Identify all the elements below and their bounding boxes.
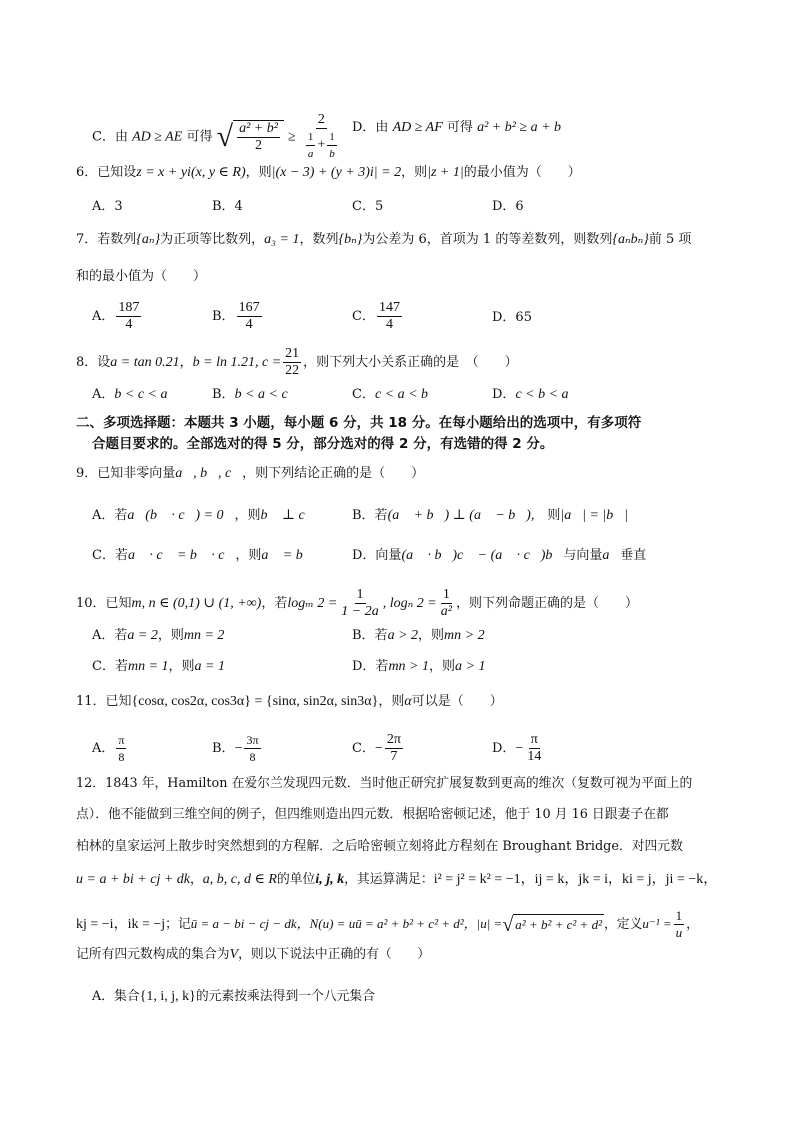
q5-option-c (92, 112, 343, 162)
q11-option-c (352, 732, 405, 765)
q11-a-den: 8 (118, 750, 125, 764)
q6-stem-b: ，则 (245, 165, 272, 180)
q5-d-math1: AD ≥ AF (392, 120, 443, 135)
q5-c-inner-b-num: 1 (327, 129, 337, 146)
q10-c-m1: mn = 1 (127, 659, 169, 674)
q12-a-b: 的元素按乘法得到一个八元集合 (195, 989, 376, 1004)
q5-option-d (352, 118, 561, 138)
q9-d-m2: a⃗ (602, 548, 621, 563)
q12-l5-den: u (675, 925, 683, 940)
q10-d-m2: a > 1 (455, 659, 486, 674)
q11-option-d (492, 732, 545, 765)
q8-stem (76, 346, 518, 379)
q7-c-den: 4 (385, 317, 393, 332)
q8-option-d (492, 385, 569, 405)
q12-l4-m3: i, j, k (315, 872, 345, 887)
q6-option-d: D．6 (492, 199, 524, 214)
q9-a-m1: a⃗(b⃗ · c⃗) = 0⃗ (127, 508, 235, 523)
q5-d-prefix: D．由 (352, 120, 389, 135)
q7-stem-m2: a₃ = 1 (264, 232, 300, 247)
q11-stem-c: 可以是（ ） (411, 694, 503, 709)
q8-b-label: B． (212, 387, 235, 402)
q11-d-label: D． (492, 741, 516, 756)
q8-a-math: b < c < a (114, 387, 168, 402)
q10-b-b: ，则 (418, 628, 445, 643)
q7-a-label: A． (92, 309, 115, 324)
q7-stem (76, 230, 691, 250)
q7-c-label: C． (352, 309, 375, 324)
q10-a-a: A．若 (92, 628, 128, 643)
q12-l6-a: 记所有四元数构成的集合为 (76, 947, 230, 962)
q11-option-b (212, 732, 263, 765)
q8-stem-m1: a = tan 0.21 (110, 355, 180, 370)
q12-l4-m4: i² = j² = k² = −1，ij = k，jk = i，ki = j，ji = −k， (433, 872, 718, 887)
q9-option-a (92, 506, 316, 526)
q9-stem-b: ，则下列结论正确的是（ ） (242, 466, 425, 481)
q7-stem-c: ，数列 (299, 232, 339, 247)
q5-c-frac-num: 2 (317, 112, 325, 127)
q12-line5 (76, 908, 699, 941)
q5-c-inner-a-num: 1 (306, 129, 316, 146)
q8-frac-den: 22 (285, 363, 300, 378)
q11-stem-a: 11．已知 (76, 694, 132, 709)
q12-a-m: {1, i, j, k} (139, 989, 196, 1004)
q10-d-m1: mn > 1 (388, 659, 429, 674)
q12-option-a (92, 987, 375, 1007)
q6-stem-m2: |(x − 3) + (y + 3)i| = 2 (271, 165, 402, 180)
q10-option-a (92, 626, 224, 646)
q7-stem-a: 7．若数列 (76, 232, 137, 247)
q9-a-b: ，则 (234, 508, 261, 523)
q8-stem-c: ，则下列大小关系正确的是 （ ） (303, 355, 518, 370)
q11-stem-m2: α (404, 694, 412, 709)
q10-a-m1: a = 2 (127, 628, 158, 643)
q9-d-a: D．向量 (352, 548, 402, 563)
q10-f1-num: 1 (356, 587, 364, 602)
q8-frac-num: 21 (285, 346, 300, 361)
q9-c-a: C．若 (92, 548, 128, 563)
q10-option-c (92, 657, 225, 677)
q11-option-a (92, 732, 128, 765)
q10-stem-m3: , logₙ 2 = (382, 596, 437, 611)
q7-option-c (352, 300, 404, 333)
q5-c-math1: AD ≥ AE (132, 129, 183, 145)
q7-b-label: B． (212, 309, 235, 324)
q7-option-a (92, 300, 143, 333)
q10-option-d (352, 657, 485, 677)
q9-a-a: A．若 (92, 508, 128, 523)
q12-l5-a: ；记 (165, 917, 191, 932)
q11-b-sign: − (234, 741, 243, 756)
q12-line4 (76, 870, 717, 890)
q11-c-num: 2π (386, 732, 401, 747)
q9-c-m1: a⃗ · c⃗ = b⃗ · c⃗ (127, 548, 236, 563)
q5-c-sqrt: √ $\frac{\text{a² + b²}}{2}$ (217, 120, 284, 154)
q6-option-b: B．4 (212, 199, 243, 214)
section2-heading-line1: 二、多项选择题：本题共 3 小题，每小题 6 分，共 18 分。在每小题给出的选项中，有多项符 (76, 415, 642, 431)
q12-l4-b: 的单位 (276, 872, 316, 887)
q7-stem-line2: 和的最小值为（ ） (76, 269, 207, 284)
q12-l5-m2: ū = a − bi − cj − dk，N(u) = uū = a² + b² + c² + d²， (190, 916, 477, 931)
q8-b-math: b < a < c (234, 387, 288, 402)
q11-a-label: A． (92, 741, 115, 756)
q9-b-a: B．若 (352, 508, 388, 523)
q5-d-text: 可得 (446, 120, 473, 135)
q11-b-num: 3π (246, 733, 259, 747)
q5-c-inner-a-den: a (307, 148, 314, 160)
q8-d-math: c < b < a (515, 387, 569, 402)
q9-b-b: 则 (534, 508, 561, 523)
q12-l5-b: ，定义 (603, 917, 643, 932)
q10-d-b: ，则 (429, 659, 456, 674)
q12-line2: 点）．他不能做到三维空间的例子，但四维则造出四元数．根据哈密顿记述，他于 10 月 16 日跟妻子在都 (76, 807, 669, 822)
q11-d-num: π (530, 732, 538, 747)
q7-b-num: 167 (238, 300, 260, 315)
q10-c-m2: a = 1 (194, 659, 225, 674)
q12-l5-m1: kj = −i，ik = −j (76, 917, 166, 932)
q5-c-rad-num: a² + b² (239, 121, 278, 136)
q8-stem-a: 8．设 (76, 355, 111, 370)
q8-d-label: D． (492, 387, 516, 402)
q12-l5-num: 1 (675, 908, 683, 923)
q7-stem-e: 前 5 项 (648, 232, 692, 247)
q5-d-math2: a² + b² ≥ a + b (477, 120, 562, 135)
q11-c-den: 7 (390, 749, 398, 764)
q5-c-frac (302, 112, 341, 162)
q7-stem-m1: {aₙ} (136, 232, 161, 247)
q11-b-den: 8 (249, 750, 256, 764)
q9-stem-a: 9．已知非零向量 (76, 466, 176, 481)
q7-stem-m3: {bₙ} (338, 232, 363, 247)
q8-c-math: c < a < b (374, 387, 429, 402)
q12-l5-rad: a² + b² + c² + d² (513, 914, 604, 936)
q10-f2-den: a² (440, 604, 452, 619)
q5-c-inner-b-den: b (329, 148, 335, 160)
q5-c-geq: ≥ (288, 129, 296, 145)
q6-stem-c: ，则 (401, 165, 428, 180)
q12-l4-m2: a, b, c, d ∈ R (202, 872, 277, 887)
q8-stem-m2: b = ln 1.21, c = (192, 355, 282, 370)
q12-l6-m: V (229, 947, 239, 962)
q9-a-m2: b⃗ ⊥ c⃗ (260, 508, 316, 523)
q7-option-b (212, 300, 264, 333)
q10-stem-c: ，则下列命题正确的是（ ） (455, 596, 638, 611)
q5-c-rad-den: 2 (254, 138, 262, 153)
q8-c-label: C． (352, 387, 375, 402)
q6-stem-m1: z = x + yi(x, y ∈ R) (136, 165, 246, 180)
q12-a-a: A．集合 (92, 989, 140, 1004)
q11-a-num: π (118, 733, 125, 747)
q6-stem-a: 6．已知设 (76, 165, 137, 180)
q12-l4-m1: u = a + bi + cj + dk (76, 872, 190, 887)
q10-stem-m1: m, n ∈ (0,1) ∪ (1, +∞) (131, 596, 262, 611)
q6-stem-d: 的最小值为（ ） (463, 165, 581, 180)
q7-a-den: 4 (125, 317, 133, 332)
q11-b-label: B． (212, 741, 235, 756)
q7-c-num: 147 (378, 300, 400, 315)
q12-line3: 柏林的皇家运河上散步时突然想到的方程解．之后哈密顿立刻将此方程刻在 Broughant Bridge．对四元数 (76, 839, 683, 854)
q11-stem-b: ，则 (378, 694, 405, 709)
q9-c-m2: a⃗ = b⃗ (261, 548, 314, 563)
q12-l5-sqrt: √ a² + b² + c² + d² (502, 913, 602, 936)
q11-stem (76, 692, 503, 712)
q10-stem (76, 587, 638, 620)
q12-line1: 12．1843 年，Hamilton 在爱尔兰发现四元数．当时他正研究扩展复数到更高的维次（复数可视为平面上的 (76, 776, 693, 791)
q8-stem-b: ， (179, 355, 193, 370)
q5-c-prefix: C．由 (92, 129, 128, 145)
q9-d-m1: (a⃗ · b⃗)c⃗ − (a⃗ · c⃗)b⃗ (401, 548, 564, 563)
q10-stem-m2: logₘ 2 = (287, 596, 338, 611)
q5-c-text: 可得 (186, 129, 213, 145)
q12-l5-c: ， (686, 917, 699, 932)
q6-option-a: A．3 (92, 199, 123, 214)
q10-f2-num: 1 (442, 587, 450, 602)
q9-c-b: ，则 (235, 548, 262, 563)
q9-d-c: 垂直 (620, 548, 647, 563)
q10-a-m2: mn = 2 (183, 628, 225, 643)
q8-option-c (352, 385, 428, 405)
q12-l5-m3: |u| = (476, 916, 503, 931)
q6-stem-m3: |z + 1| (427, 165, 464, 180)
q7-b-den: 4 (245, 317, 253, 332)
q9-option-d (352, 546, 646, 566)
q10-f1-den: 1 − 2a (341, 604, 379, 619)
q6-option-c: C．5 (352, 199, 384, 214)
q10-option-b (352, 626, 485, 646)
q9-stem (76, 464, 424, 484)
q12-line6 (76, 945, 430, 965)
q7-stem-b: 为正项等比数列， (160, 232, 265, 247)
q7-stem-m4: {aₙbₙ} (612, 232, 649, 247)
q9-b-m1: (a⃗ + b⃗) ⊥ (a⃗ − b⃗), (387, 508, 535, 523)
q12-l5-m4: u⁻¹ = (642, 916, 672, 931)
q9-b-m2: |a⃗| = |b⃗| (560, 508, 628, 523)
q7-option-d: D．65 (492, 310, 532, 325)
q8-option-a (92, 385, 168, 405)
q9-option-b (352, 506, 628, 526)
q6-stem (76, 163, 581, 183)
section2-heading-line2: 合题目要求的。全部选对的得 5 分，部分选对的得 2 分，有选错的得 2 分。 (92, 436, 554, 452)
q10-c-b: ，则 (168, 659, 195, 674)
q10-c-a: C．若 (92, 659, 128, 674)
q7-a-num: 187 (118, 300, 140, 315)
q7-stem-d: 为公差为 6，首项为 1 的等差数列，则数列 (362, 232, 613, 247)
q11-d-den: 14 (527, 749, 542, 764)
q11-stem-m1: {cosα, cos2α, cos3α} = {sinα, sin2α, sin3α} (131, 694, 379, 709)
q12-l4-c: ，其运算满足： (344, 872, 434, 887)
q10-d-a: D．若 (352, 659, 389, 674)
q8-option-b (212, 385, 288, 405)
q10-b-a: B．若 (352, 628, 388, 643)
q10-stem-b: ，若 (261, 596, 288, 611)
q11-c-label: C． (352, 741, 375, 756)
q9-stem-m1: a⃗, b⃗, c⃗ (175, 466, 243, 481)
q10-b-m2: mn > 2 (444, 628, 485, 643)
q11-d-sign: − (515, 741, 524, 756)
q11-c-sign: − (374, 741, 383, 756)
q10-stem-a: 10．已知 (76, 596, 132, 611)
q8-a-label: A． (92, 387, 115, 402)
q12-l6-b: ，则以下说法中正确的有（ ） (238, 947, 431, 962)
q9-option-c (92, 546, 314, 566)
q10-b-m1: a > 2 (387, 628, 419, 643)
q12-l4-a: ， (190, 872, 203, 887)
q10-a-b: ，则 (157, 628, 184, 643)
q5-c-plus: + (317, 137, 326, 153)
q9-d-b: 与向量 (563, 548, 603, 563)
